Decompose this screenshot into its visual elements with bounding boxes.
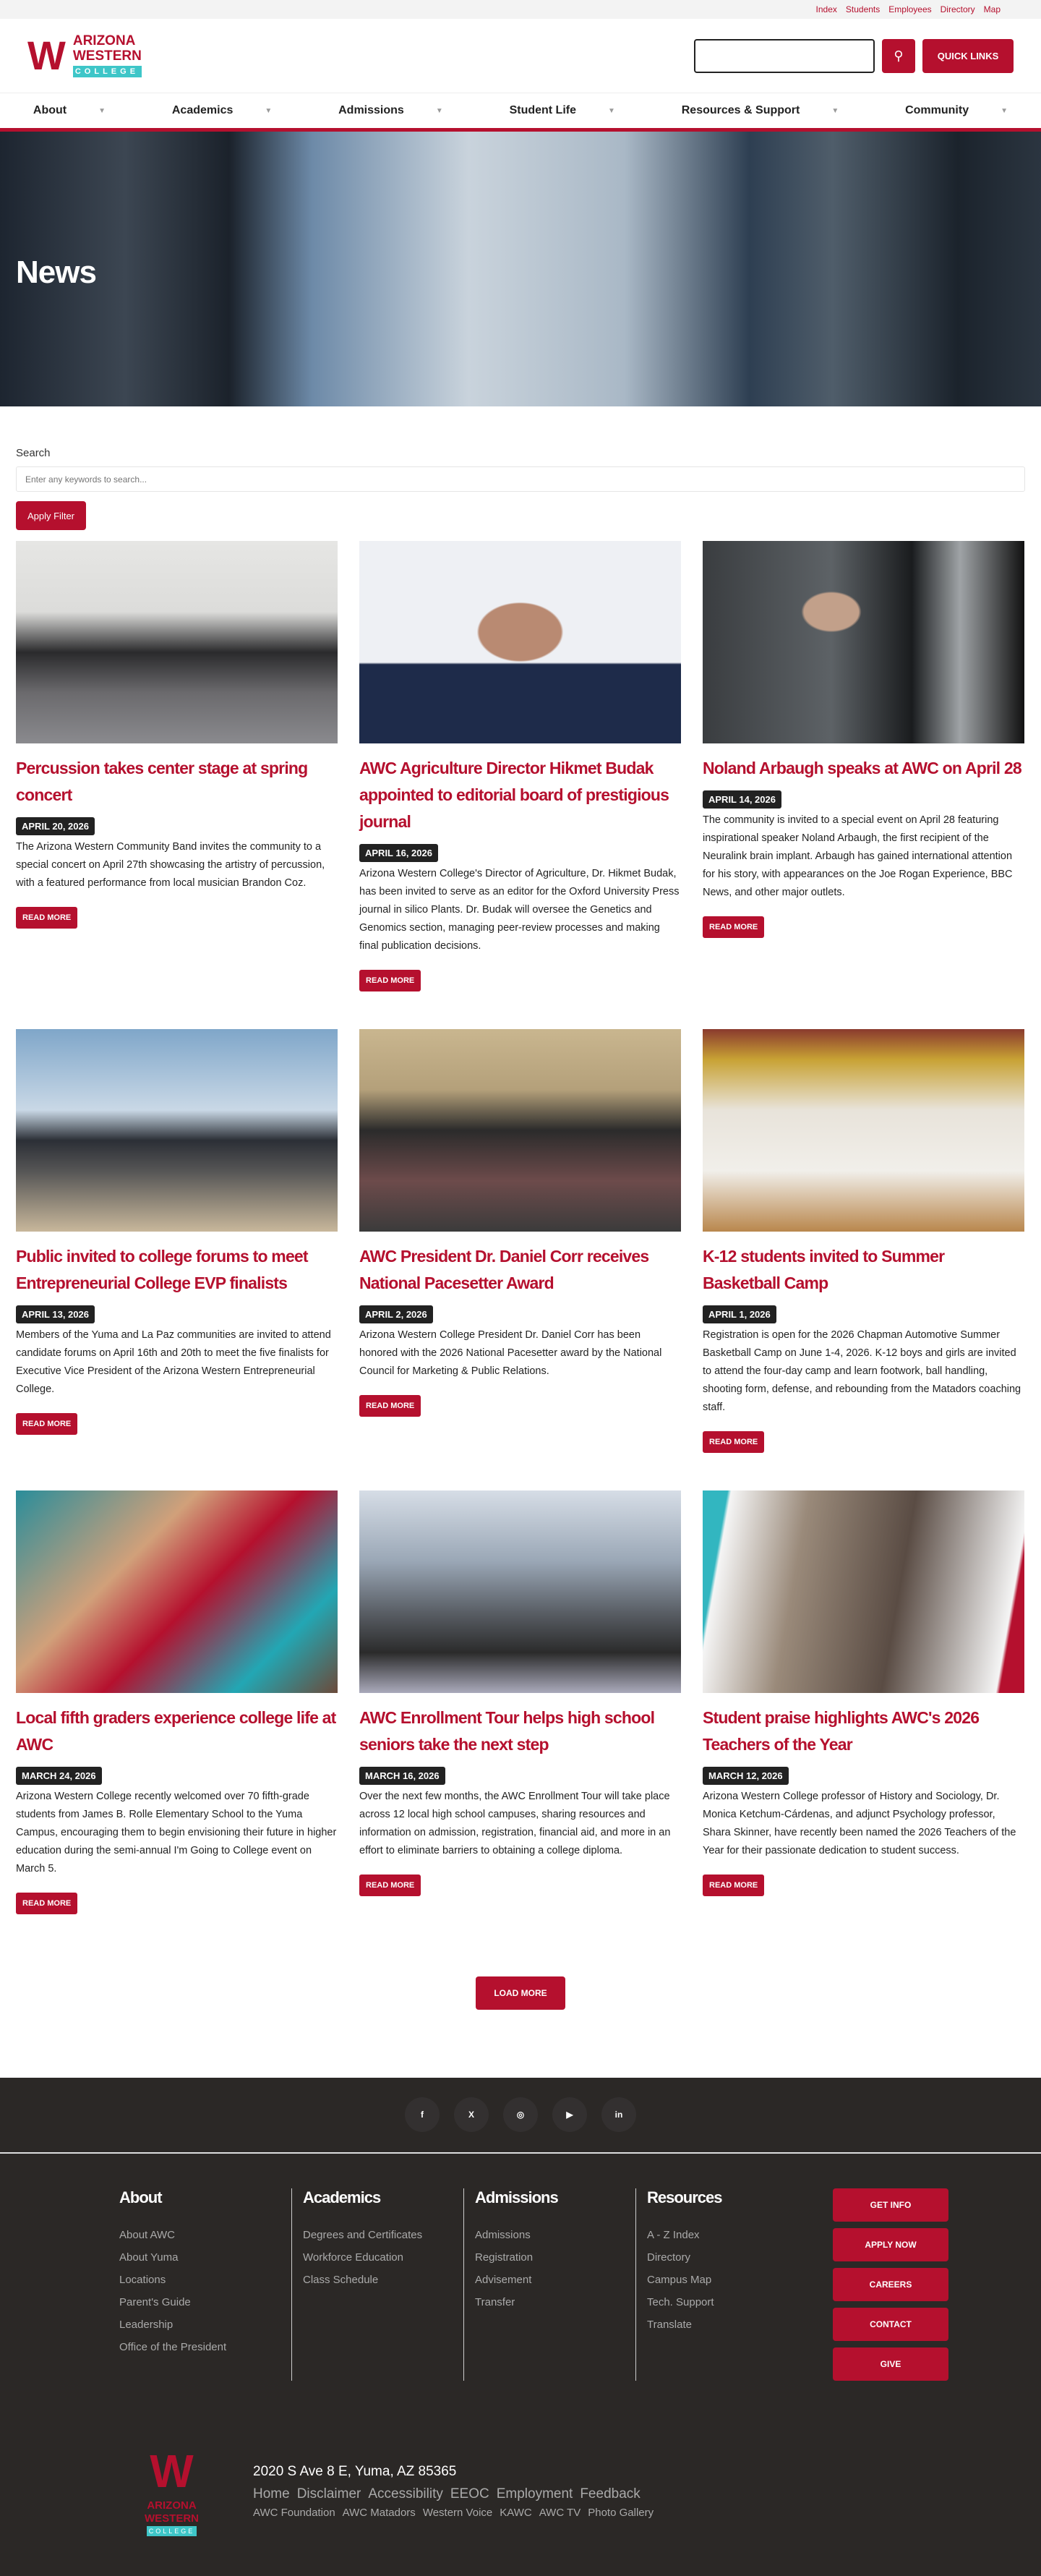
give-button[interactable]: GIVE [833, 2347, 948, 2381]
footer-link[interactable]: Class Schedule [303, 2274, 379, 2286]
footer-link[interactable]: Degrees and Certificates [303, 2229, 423, 2241]
nav-item-label: Admissions [338, 104, 404, 116]
logo-text: ARIZONA [147, 2499, 197, 2512]
news-summary: Arizona Western College recently welcomed over 70 fifth-grade students from James B. Rolle Elementary School to the Yuma Campus, encouraging them to begin envisioning their future in higher education during the semi-annual I'm Going to College event on March 5. [16, 1791, 337, 1875]
news-card [703, 1490, 1024, 1914]
footer-link-photo-gallery[interactable]: Photo Gallery [588, 2507, 654, 2520]
news-image[interactable] [359, 541, 681, 743]
footer-link-employment[interactable]: Employment [496, 2486, 573, 2502]
logo-mark: W [150, 2445, 194, 2497]
utility-link-map[interactable]: Map [983, 4, 1001, 14]
x-icon[interactable]: X [454, 2097, 489, 2132]
social-links [0, 2078, 1041, 2154]
logo-text: WESTERN [72, 48, 142, 64]
footer-link[interactable]: Tech. Support [647, 2296, 714, 2308]
news-image[interactable] [703, 1490, 1024, 1693]
footer-link-disclaimer[interactable]: Disclaimer [296, 2486, 361, 2502]
footer-link[interactable]: Office of the President [119, 2341, 227, 2353]
news-title[interactable]: Public invited to college forums to meet Entrepreneurial College EVP finalists [16, 1247, 308, 1292]
news-summary: Registration is open for the 2026 Chapman Automotive Summer Basketball Camp on June 1-4, 2026. K-12 boys and girls are invited to attend the four-day camp and learn footwork, ball handling, shooting form, defense, and rebounding from the Matadors coaching staff. [703, 1329, 1021, 1413]
footer-link[interactable]: About AWC [119, 2229, 175, 2241]
footer-logo[interactable] [145, 2446, 199, 2536]
chevron-down-icon: ▼ [265, 106, 273, 115]
footer-column-title: Academics [303, 2188, 381, 2206]
footer-link[interactable]: Leadership [119, 2319, 174, 2331]
nav-item-label: Resources & Support [681, 104, 800, 116]
nav-item-label: About [33, 104, 67, 116]
footer-link-western-voice[interactable]: Western Voice [422, 2507, 493, 2520]
footer-column-title: About [119, 2188, 162, 2206]
news-image[interactable] [359, 1029, 681, 1232]
footer-link[interactable]: A - Z Index [647, 2229, 700, 2241]
footer-link[interactable]: Transfer [475, 2296, 515, 2308]
read-more-button[interactable]: READ MORE [359, 970, 421, 991]
contact-button[interactable]: CONTACT [833, 2308, 948, 2341]
footer-link-home[interactable]: Home [253, 2486, 290, 2502]
site-footer [0, 2078, 1041, 2576]
news-summary: Arizona Western College President Dr. Daniel Corr has been honored with the 2026 National Pacesetter award by the National Council for Marketing & Public Relations. [359, 1329, 662, 1377]
site-header [0, 19, 1041, 93]
footer-link[interactable]: Registration [475, 2251, 534, 2264]
read-more-button[interactable]: READ MORE [16, 1413, 77, 1435]
news-image[interactable] [703, 1029, 1024, 1232]
footer-link-accessibility[interactable]: Accessibility [368, 2486, 443, 2502]
news-image[interactable] [16, 1029, 338, 1232]
footer-link[interactable]: Directory [647, 2251, 691, 2264]
logo-text: ARIZONA [72, 33, 136, 49]
news-grid [16, 541, 1025, 1914]
footer-link[interactable]: Campus Map [647, 2274, 712, 2286]
instagram-icon[interactable]: ◎ [503, 2097, 538, 2132]
news-summary: Members of the Yuma and La Paz communities are invited to attend candidate forums on April 16th and 20th to meet the five finalists for Executive Vice President of the Arizona Western Entrepreneurial College. [16, 1329, 331, 1395]
nav-item-student-life[interactable] [510, 104, 615, 117]
footer-link[interactable]: Admissions [475, 2229, 531, 2241]
search-icon: ⚲ [894, 48, 904, 63]
address: 2020 S Ave 8 E, Yuma, AZ 85365 [253, 2463, 457, 2479]
nav-item-admissions[interactable] [338, 104, 443, 117]
footer-action-buttons [833, 2188, 948, 2381]
news-image[interactable] [16, 541, 338, 743]
main-nav [0, 93, 1041, 132]
hero-banner [0, 132, 1041, 406]
footer-link[interactable]: Parent's Guide [119, 2296, 191, 2308]
logo-text: COLLEGE [147, 2526, 197, 2536]
footer-link-awc-foundation[interactable]: AWC Foundation [253, 2507, 335, 2520]
news-card [16, 541, 338, 991]
nav-item-community[interactable] [905, 104, 1008, 117]
logo-text: COLLEGE [73, 66, 142, 77]
date-badge: APRIL 16, 2026 [359, 844, 438, 862]
read-more-button[interactable]: READ MORE [359, 1875, 421, 1896]
news-image[interactable] [359, 1490, 681, 1693]
footer-column-resources [635, 2188, 807, 2381]
footer-link[interactable]: Workforce Education [303, 2251, 403, 2264]
careers-button[interactable]: CAREERS [833, 2268, 948, 2301]
news-summary: Arizona Western College professor of History and Sociology, Dr. Monica Ketchum-Cárdenas, and adjunct Psychology professor, Shara Skinner, have recently been named the 2026 Teachers of the Year for their passionate dedication to student success. [703, 1791, 1016, 1856]
nav-item-label: Student Life [509, 104, 576, 116]
read-more-button[interactable]: READ MORE [16, 1893, 77, 1914]
news-title[interactable]: Noland Arbaugh speaks at AWC on April 28 [703, 759, 1021, 777]
header-search-input[interactable] [694, 39, 875, 73]
footer-column-title: Admissions [475, 2188, 558, 2206]
nav-item-label: Academics [171, 104, 234, 116]
date-badge: MARCH 12, 2026 [703, 1767, 789, 1785]
chevron-down-icon: ▼ [1001, 106, 1008, 115]
search-button[interactable] [882, 39, 915, 73]
news-card [703, 541, 1024, 991]
read-more-button[interactable]: READ MORE [703, 1431, 764, 1453]
news-card [16, 1029, 338, 1453]
logo-text: WESTERN [145, 2512, 199, 2525]
apply-filter-button[interactable]: Apply Filter [16, 501, 86, 530]
news-image[interactable] [16, 1490, 338, 1693]
date-badge: APRIL 14, 2026 [703, 790, 781, 809]
news-card [359, 541, 681, 991]
footer-link[interactable]: Locations [119, 2274, 166, 2286]
date-badge: APRIL 13, 2026 [16, 1305, 95, 1323]
footer-link-feedback[interactable]: Feedback [580, 2486, 641, 2502]
footer-link[interactable]: Translate [647, 2319, 692, 2331]
news-title[interactable]: AWC President Dr. Daniel Corr receives National Pacesetter Award [359, 1247, 649, 1292]
date-badge: APRIL 20, 2026 [16, 817, 95, 835]
news-title[interactable]: Local fifth graders experience college life at AWC [16, 1708, 336, 1754]
chevron-down-icon: ▼ [98, 106, 106, 115]
college-logo[interactable] [27, 33, 142, 78]
chevron-down-icon: ▼ [831, 106, 839, 115]
page-title: News [16, 255, 96, 290]
news-title[interactable]: AWC Agriculture Director Hikmet Budak appointed to editorial board of prestigious journal [359, 759, 669, 831]
date-badge: APRIL 2, 2026 [359, 1305, 433, 1323]
utility-link-directory[interactable]: Directory [940, 4, 975, 14]
footer-link-awc-matadors[interactable]: AWC Matadors [342, 2507, 416, 2520]
apply-now-button[interactable]: APPLY NOW [833, 2228, 948, 2261]
nav-item-about[interactable] [33, 104, 106, 117]
footer-link[interactable]: About Yuma [119, 2251, 179, 2264]
footer-column-title: Resources [647, 2188, 722, 2206]
read-more-button[interactable]: READ MORE [16, 907, 77, 929]
load-more-button[interactable]: LOAD MORE [476, 1976, 565, 2010]
footer-column-admissions [463, 2188, 635, 2381]
news-summary: Over the next few months, the AWC Enrollment Tour will take place across 12 local high school campuses, sharing resources and information on admission, registration, financial aid, and more in an effort to eliminate barriers to obtaining a college diploma. [359, 1791, 671, 1856]
chevron-down-icon: ▼ [435, 106, 443, 115]
footer-link-awc-tv[interactable]: AWC TV [539, 2507, 581, 2520]
news-image[interactable] [703, 541, 1024, 743]
news-title[interactable]: K-12 students invited to Summer Basketball Camp [703, 1247, 945, 1292]
news-summary: The community is invited to a special event on April 28 featuring inspirational speaker Noland Arbaugh, the first recipient of the Neuralink brain implant. Arbaugh has gained international attention for his story, with appearances on the Joe Rogan Experience, BBC News, and other major outlets. [703, 814, 1013, 898]
quick-links-button[interactable]: QUICK LINKS [922, 39, 1014, 73]
footer-column-academics [291, 2188, 463, 2381]
news-title[interactable]: Percussion takes center stage at spring concert [16, 759, 308, 804]
logo-mark: W [27, 33, 66, 79]
utility-link-index[interactable]: Index [815, 4, 837, 14]
news-summary: The Arizona Western Community Band invites the community to a special concert on April 27th showcasing the artistry of percussion, with a featured performance from local musician Brandon Coz. [16, 841, 325, 889]
facebook-icon[interactable]: f [405, 2097, 440, 2132]
footer-link-kawc[interactable]: KAWC [500, 2507, 532, 2520]
read-more-button[interactable]: READ MORE [359, 1395, 421, 1417]
nav-item-label: Community [905, 104, 969, 116]
read-more-button[interactable]: READ MORE [703, 1875, 764, 1896]
news-search-input[interactable] [16, 466, 1025, 492]
footer-link-eeoc[interactable]: EEOC [450, 2486, 489, 2502]
news-title[interactable]: AWC Enrollment Tour helps high school seniors take the next step [359, 1708, 655, 1754]
utility-link-students[interactable]: Students [845, 4, 881, 14]
date-badge: APRIL 1, 2026 [703, 1305, 776, 1323]
footer-link[interactable]: Advisement [475, 2274, 532, 2286]
news-title[interactable]: Student praise highlights AWC's 2026 Teachers of the Year [703, 1708, 980, 1754]
news-card [703, 1029, 1024, 1453]
date-badge: MARCH 16, 2026 [359, 1767, 445, 1785]
read-more-button[interactable]: READ MORE [703, 916, 764, 938]
linkedin-icon[interactable]: in [601, 2097, 636, 2132]
footer-column-about [119, 2188, 291, 2381]
nav-item-resources-support[interactable] [682, 104, 839, 117]
date-badge: MARCH 24, 2026 [16, 1767, 102, 1785]
news-card [359, 1029, 681, 1453]
news-summary: Arizona Western College's Director of Agriculture, Dr. Hikmet Budak, has been invited to serve as an editor for the Oxford University Press journal in silico Plants. Dr. Budak will oversee the Genetics and Genomics section, managing peer-review processes and making final publication decisions. [359, 868, 680, 952]
news-main [0, 447, 1041, 2078]
nav-item-academics[interactable] [172, 104, 272, 117]
news-card [16, 1490, 338, 1914]
get-info-button[interactable]: GET INFO [833, 2188, 948, 2222]
utility-link-employees[interactable]: Employees [888, 4, 932, 14]
search-label: Search [16, 447, 51, 459]
youtube-icon[interactable]: ▶ [552, 2097, 587, 2132]
utility-bar [0, 0, 1041, 19]
chevron-down-icon: ▼ [608, 106, 615, 115]
news-card [359, 1490, 681, 1914]
